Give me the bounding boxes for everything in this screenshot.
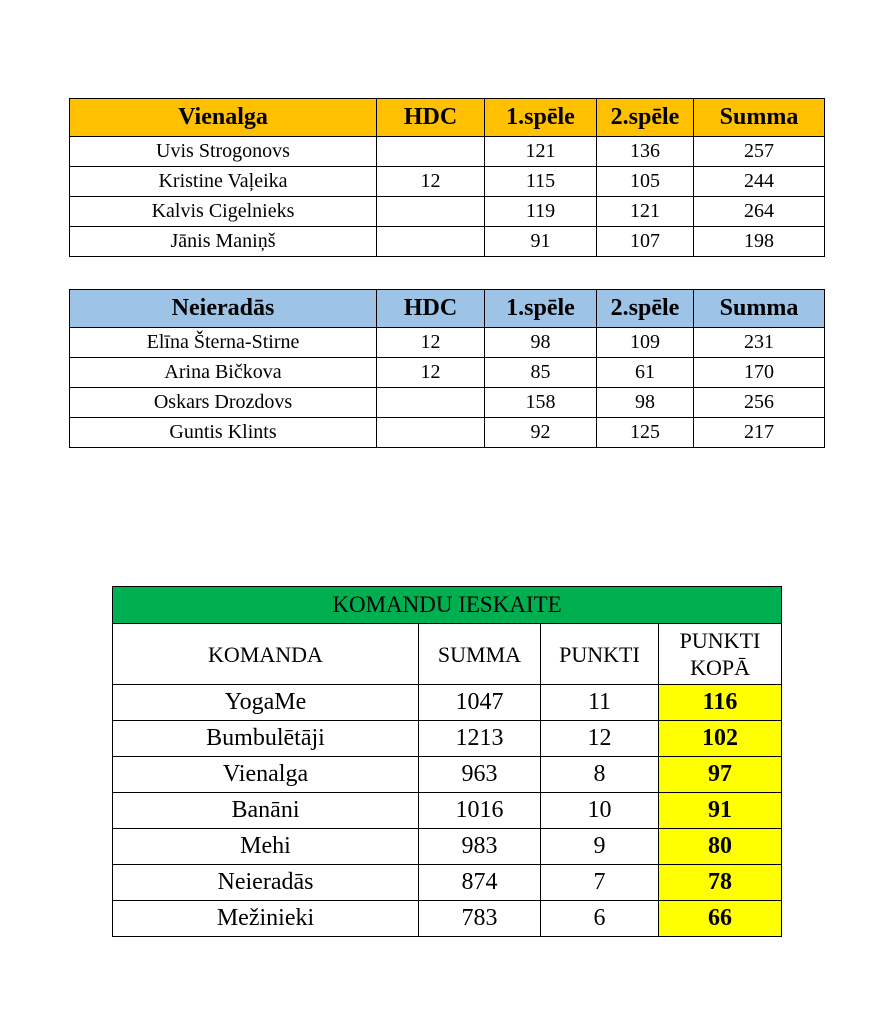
sum-value: 170 [694, 358, 825, 388]
table-row [70, 167, 825, 197]
team-sum: 983 [419, 829, 541, 865]
standings-title: KOMANDU IESKAITE [113, 587, 782, 624]
table-row [70, 227, 825, 257]
game1-score: 98 [485, 328, 597, 358]
table-row [113, 757, 782, 793]
game1-score: 115 [485, 167, 597, 197]
game2-score: 121 [597, 197, 694, 227]
team-points: 10 [541, 793, 659, 829]
table-row [70, 328, 825, 358]
hdc-value [377, 227, 485, 257]
game2-header: 2.spēle [597, 99, 694, 137]
team-points-total: 78 [659, 865, 782, 901]
table-row [70, 137, 825, 167]
table-row [113, 685, 782, 721]
team-points: 12 [541, 721, 659, 757]
table-row [113, 721, 782, 757]
table-row [70, 388, 825, 418]
game1-score: 119 [485, 197, 597, 227]
table-row [70, 418, 825, 448]
table-row [113, 865, 782, 901]
team-name: Neieradās [113, 865, 419, 901]
hdc-value [377, 418, 485, 448]
team-name: Bumbulētāji [113, 721, 419, 757]
game2-score: 98 [597, 388, 694, 418]
game1-header: 1.spēle [485, 290, 597, 328]
game2-score: 105 [597, 167, 694, 197]
team-points: 9 [541, 829, 659, 865]
player-name: Jānis Maniņš [70, 227, 377, 257]
hdc-value [377, 388, 485, 418]
team-sum: 783 [419, 901, 541, 937]
table-row [113, 793, 782, 829]
team-name-header: Vienalga [70, 99, 377, 137]
table-row [113, 901, 782, 937]
points-column-header: PUNKTI [541, 624, 659, 685]
team-table-header [70, 99, 825, 137]
player-name: Guntis Klints [70, 418, 377, 448]
hdc-header: HDC [377, 99, 485, 137]
team-name: Banāni [113, 793, 419, 829]
team-points: 7 [541, 865, 659, 901]
table-row [70, 358, 825, 388]
game2-score: 107 [597, 227, 694, 257]
game1-header: 1.spēle [485, 99, 597, 137]
table-row [70, 197, 825, 227]
points-total-column-header: PUNKTI KOPĀ [659, 624, 782, 685]
team-points: 8 [541, 757, 659, 793]
sum-column-header: SUMMA [419, 624, 541, 685]
game2-score: 125 [597, 418, 694, 448]
team-sum: 1213 [419, 721, 541, 757]
team-points-total: 102 [659, 721, 782, 757]
hdc-header: HDC [377, 290, 485, 328]
player-name: Oskars Drozdovs [70, 388, 377, 418]
player-name: Kalvis Cigelnieks [70, 197, 377, 227]
team-standings-table [112, 586, 782, 937]
player-name: Uvis Strogonovs [70, 137, 377, 167]
team-name: Mežinieki [113, 901, 419, 937]
standings-header-row [113, 624, 782, 685]
hdc-value: 12 [377, 358, 485, 388]
player-name: Arina Bičkova [70, 358, 377, 388]
team-sum: 963 [419, 757, 541, 793]
game1-score: 158 [485, 388, 597, 418]
team-points: 11 [541, 685, 659, 721]
team-table-neieradas [69, 289, 825, 448]
game1-score: 91 [485, 227, 597, 257]
sum-value: 231 [694, 328, 825, 358]
player-name: Kristine Vaļeika [70, 167, 377, 197]
game1-score: 85 [485, 358, 597, 388]
sum-header: Summa [694, 99, 825, 137]
team-points-total: 97 [659, 757, 782, 793]
team-points-total: 80 [659, 829, 782, 865]
hdc-value [377, 137, 485, 167]
team-name: Vienalga [113, 757, 419, 793]
team-points-total: 116 [659, 685, 782, 721]
sum-value: 198 [694, 227, 825, 257]
hdc-value [377, 197, 485, 227]
table-row [113, 829, 782, 865]
team-sum: 1047 [419, 685, 541, 721]
standings-title-row [113, 587, 782, 624]
team-points: 6 [541, 901, 659, 937]
team-name-header: Neieradās [70, 290, 377, 328]
game2-score: 61 [597, 358, 694, 388]
sum-header: Summa [694, 290, 825, 328]
team-column-header: KOMANDA [113, 624, 419, 685]
team-sum: 1016 [419, 793, 541, 829]
sum-value: 217 [694, 418, 825, 448]
game2-score: 136 [597, 137, 694, 167]
team-table-vienalga [69, 98, 825, 257]
sum-value: 244 [694, 167, 825, 197]
team-sum: 874 [419, 865, 541, 901]
team-name: YogaMe [113, 685, 419, 721]
game2-header: 2.spēle [597, 290, 694, 328]
sum-value: 264 [694, 197, 825, 227]
sum-value: 257 [694, 137, 825, 167]
player-name: Elīna Šterna-Stirne [70, 328, 377, 358]
sum-value: 256 [694, 388, 825, 418]
hdc-value: 12 [377, 167, 485, 197]
team-table-header [70, 290, 825, 328]
team-points-total: 91 [659, 793, 782, 829]
game1-score: 92 [485, 418, 597, 448]
hdc-value: 12 [377, 328, 485, 358]
game1-score: 121 [485, 137, 597, 167]
game2-score: 109 [597, 328, 694, 358]
team-points-total: 66 [659, 901, 782, 937]
team-name: Mehi [113, 829, 419, 865]
